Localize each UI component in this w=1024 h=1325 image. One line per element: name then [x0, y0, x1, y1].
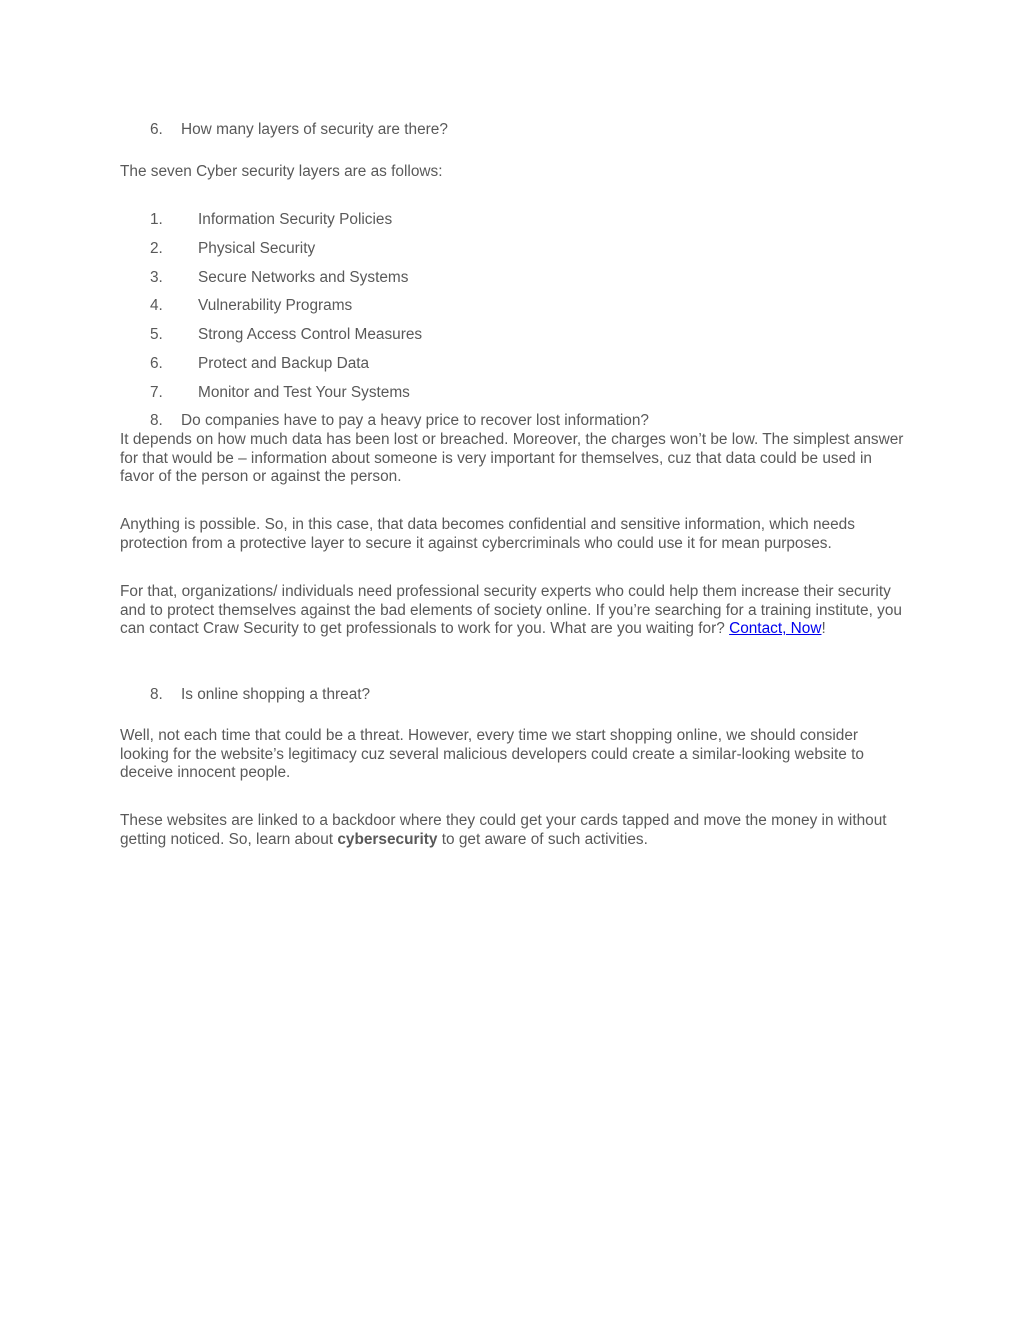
list-number: 7. — [150, 384, 163, 401]
list-label: Strong Access Control Measures — [198, 326, 423, 343]
list-number: 6. — [150, 355, 163, 372]
paragraph-end: to get aware of such activities. — [437, 830, 648, 848]
paragraph-text: It depends on how much data has been lost or breached. Moreover, the charges won’t be low. The simplest answer for that would be – information about someone is very important for themselves, cuz that data could be used in favor of the person or against the person. — [120, 431, 904, 486]
list-label: Monitor and Test Your Systems — [198, 384, 410, 401]
list-item — [150, 297, 352, 316]
paragraph-4 — [120, 727, 910, 783]
paragraph-text: Well, not each time that could be a threat. However, every time we start shopping online, we should consider looking for the website’s legitimacy cuz several malicious developers could create a similar-looking website to deceive innocent people. — [120, 727, 864, 782]
list-item — [150, 384, 410, 403]
question-8-shopping — [150, 686, 370, 705]
list-item — [150, 269, 408, 288]
question-text: Is online shopping a threat? — [181, 686, 371, 703]
list-label: Information Security Policies — [198, 211, 393, 228]
contact-now-link[interactable]: Contact, Now — [729, 620, 822, 638]
question-text: Do companies have to pay a heavy price to recover lost information? — [181, 412, 649, 429]
paragraph-1 — [120, 431, 910, 487]
question-6 — [150, 121, 448, 140]
paragraph-5 — [120, 812, 910, 849]
question-number: 8. — [150, 412, 163, 429]
paragraph-text: Anything is possible. So, in this case, that data becomes confidential and sensitive information, which needs protection from a protective layer to secure it against cybercriminals who could use it for mean purposes. — [120, 516, 855, 552]
list-number: 3. — [150, 269, 163, 286]
list-number: 2. — [150, 240, 163, 257]
question-text: How many layers of security are there? — [181, 121, 448, 138]
list-item — [150, 240, 315, 259]
list-item — [150, 326, 422, 345]
list-label: Secure Networks and Systems — [198, 269, 409, 286]
list-label: Physical Security — [198, 240, 316, 257]
paragraph-body: These websites are linked to a backdoor where they could get your cards tapped and move the money in without getting noticed. So, learn about — [120, 812, 887, 848]
list-item — [150, 355, 369, 374]
paragraph-text — [120, 812, 910, 849]
list-number: 4. — [150, 297, 163, 314]
paragraph-body: For that, organizations/ individuals need professional security experts who could help them increase their security and to protect themselves against the bad elements of society online. If you’re searching for a training institute, you can contact Craw Security to get professionals to work for you. What are you waiting for? — [120, 583, 902, 638]
paragraph-3 — [120, 583, 910, 639]
question-number: 6. — [150, 121, 163, 138]
paragraph-text — [120, 583, 910, 639]
list-label: Vulnerability Programs — [198, 297, 353, 314]
question-number: 8. — [150, 686, 163, 703]
intro-text: The seven Cyber security layers are as follows: — [120, 163, 443, 180]
list-number: 1. — [150, 211, 163, 228]
bold-keyword: cybersecurity — [337, 830, 438, 848]
question-8-price — [150, 412, 649, 431]
list-label: Protect and Backup Data — [198, 355, 370, 372]
list-number: 5. — [150, 326, 163, 343]
list-item — [150, 211, 392, 230]
intro-paragraph — [120, 163, 910, 182]
paragraph-end: ! — [821, 620, 826, 638]
paragraph-2 — [120, 516, 910, 553]
